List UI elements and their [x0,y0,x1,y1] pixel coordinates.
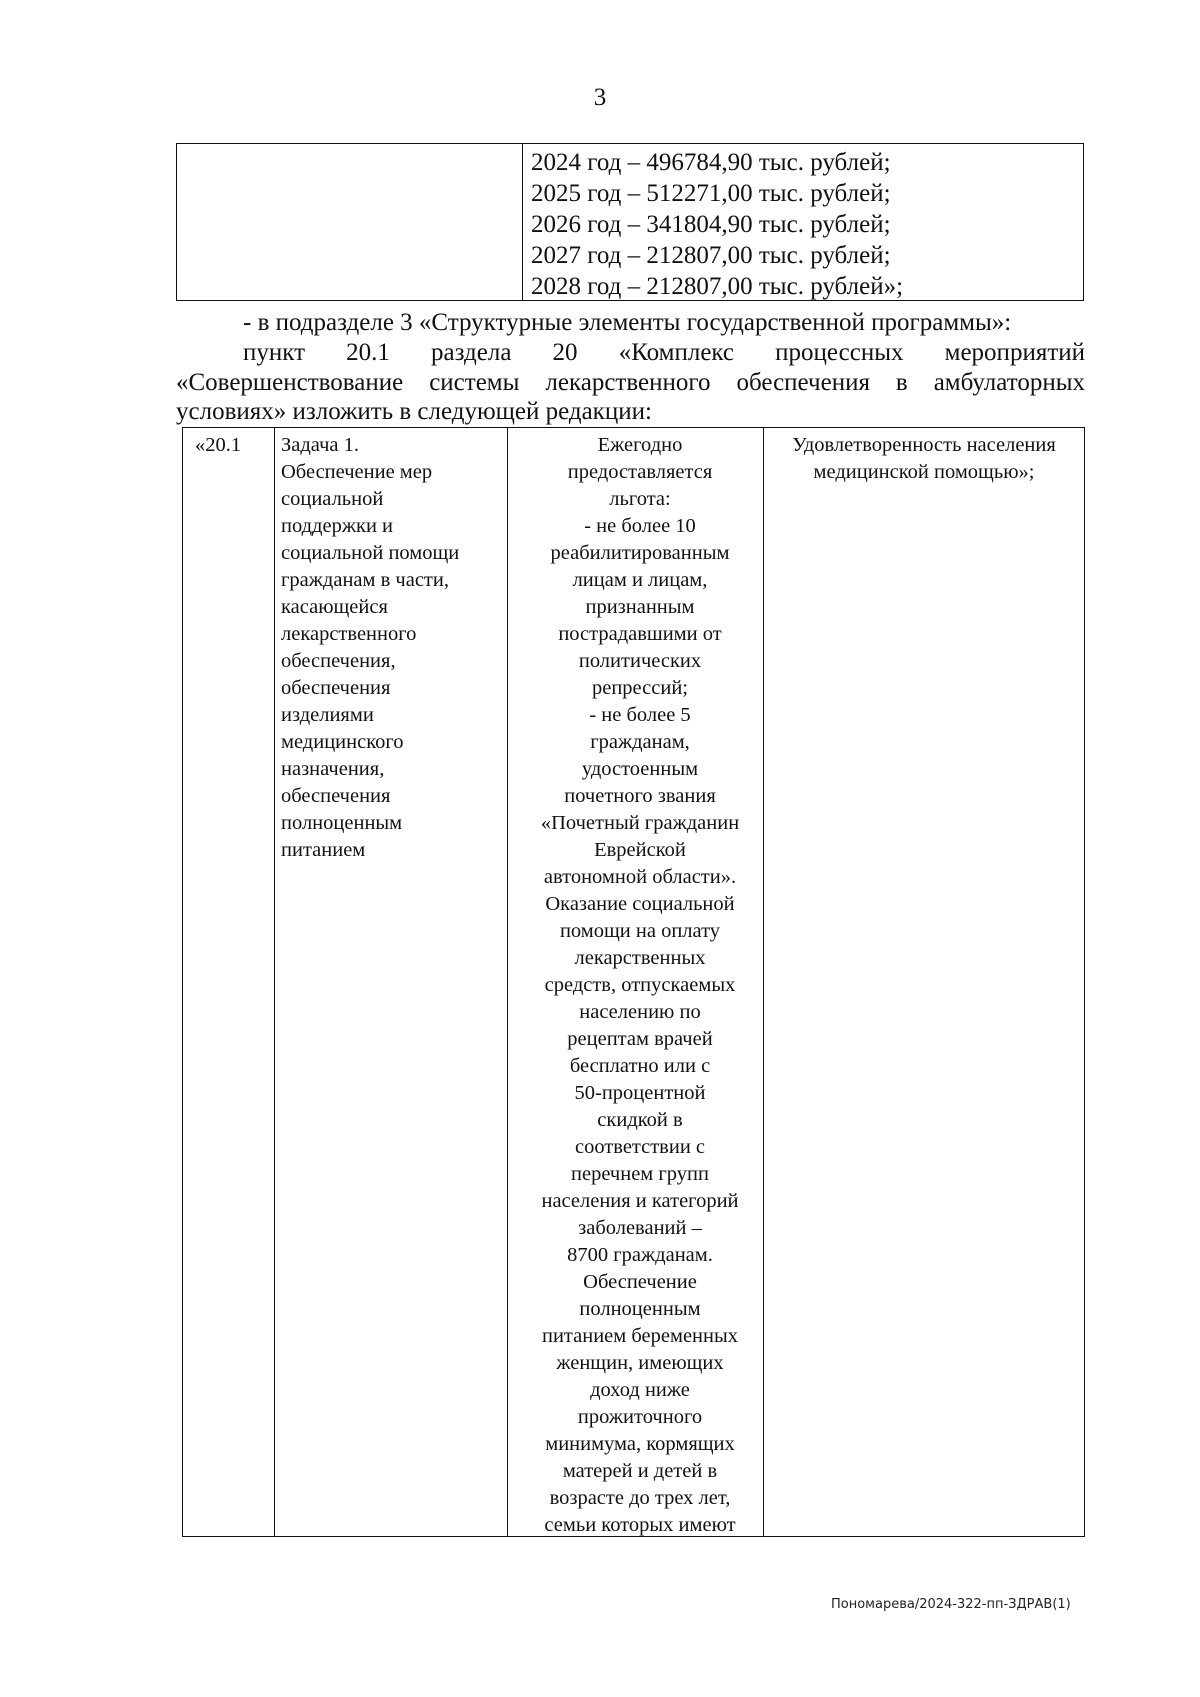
task-line: касающейся [281,596,388,618]
task-line: лекарственного [281,623,417,645]
result-line: семьи которых имеют [544,1514,736,1536]
result-line: «Почетный гражданин [540,812,740,834]
indicator-line: медицинской помощью»; [813,461,1035,483]
result-line: автономной области». [543,866,737,888]
result-line: лицам и лицам, [572,569,708,591]
result-line: помощи на оплату [559,920,721,942]
task-line: медицинского [281,731,404,753]
task-line: полноценным [281,812,403,834]
result-line: соответствии с [574,1136,706,1158]
result-line: Оказание социальной [545,893,735,915]
result-line: населению по [579,1001,701,1023]
task-line: гражданам в части, [281,569,449,591]
funding-table-divider [522,144,523,300]
result-line: репрессий; [591,677,688,699]
result-line: Обеспечение [583,1271,697,1293]
task-line: Обеспечение мер [281,461,433,483]
task-line: поддержки и [281,515,394,537]
result-line: бесплатно или с [569,1055,711,1077]
intro-line-3: «Совершенствование системы лекарственного обеспечения в амбулаторных [176,369,1085,396]
result-line: почетного звания [564,785,716,807]
task-line: питанием [281,839,366,861]
result-line: питанием беременных [541,1325,739,1347]
funding-year-item: 2026 год – 341804,90 тыс. рублей; [531,211,891,238]
result-line: признанным [585,596,695,618]
result-line: - не более 10 [584,515,696,537]
result-line: доход ниже [590,1379,690,1401]
column-divider [507,428,508,1536]
result-line: пострадавшими от [558,623,722,645]
result-line: возрасте до трех лет, [549,1487,731,1509]
indicator-line: Удовлетворенность населения [792,434,1056,456]
column-divider [274,428,275,1536]
result-line: населения и категорий [541,1190,739,1212]
result-cell [515,432,765,1539]
result-line: женщин, имеющих [556,1352,724,1374]
task-line: обеспечения [281,785,391,807]
intro-line-4: условиях» изложить в следующей редакции: [176,398,652,425]
task-line: изделиями [281,704,374,726]
result-line: Еврейской [594,839,686,861]
task-line: социальной помощи [281,542,460,564]
result-line: гражданам, [590,731,690,753]
funding-year-item: 2027 год – 212807,00 тыс. рублей; [531,242,891,269]
result-line: полноценным [579,1298,701,1320]
indicator-cell [764,432,1084,486]
result-line: предоставляется [567,461,713,483]
result-line: заболеваний – [578,1217,702,1239]
task-line: обеспечения, [281,650,396,672]
result-line: льгота: [609,488,671,510]
result-line: 8700 гражданам. [567,1244,713,1266]
result-line: матерей и детей в [562,1460,718,1482]
task-line: обеспечения [281,677,391,699]
task-line: Задача 1. [281,434,359,456]
funding-year-item: 2024 год – 496784,90 тыс. рублей; [531,149,891,176]
main-table [182,427,1085,1537]
result-line: удостоенным [581,758,699,780]
funding-year-list [531,147,903,302]
document-code: Пономарева/2024-322-пп-ЗДРАВ(1) [831,1597,1071,1612]
result-line: Ежегодно [597,434,683,456]
intro-line-1: - в подразделе 3 «Структурные элементы государственной программы»: [243,309,1012,336]
result-line: рецептам врачей [567,1028,713,1050]
result-line: реабилитированным [550,542,730,564]
result-line: скидкой в [597,1109,683,1131]
intro-line-2: пункт 20.1 раздела 20 «Комплекс процессных мероприятий [243,339,1085,366]
result-line: перечнем групп [571,1163,709,1185]
result-line: - не более 5 [589,704,691,726]
page-number: 3 [593,84,607,111]
result-line: минимума, кормящих [545,1433,735,1455]
result-line: лекарственных [574,947,706,969]
result-line: 50-процентной [574,1082,706,1104]
item-number: «20.1 [195,434,242,456]
task-line: социальной [281,488,384,510]
result-line: политических [578,650,702,672]
funding-year-item: 2025 год – 512271,00 тыс. рублей; [531,180,891,207]
task-cell [281,432,506,864]
task-line: назначения, [281,758,385,780]
funding-year-item: 2028 год – 212807,00 тыс. рублей»; [531,273,904,300]
result-line: средств, отпускаемых [544,974,736,996]
result-line: прожиточного [577,1406,703,1428]
funding-table [176,143,1084,301]
